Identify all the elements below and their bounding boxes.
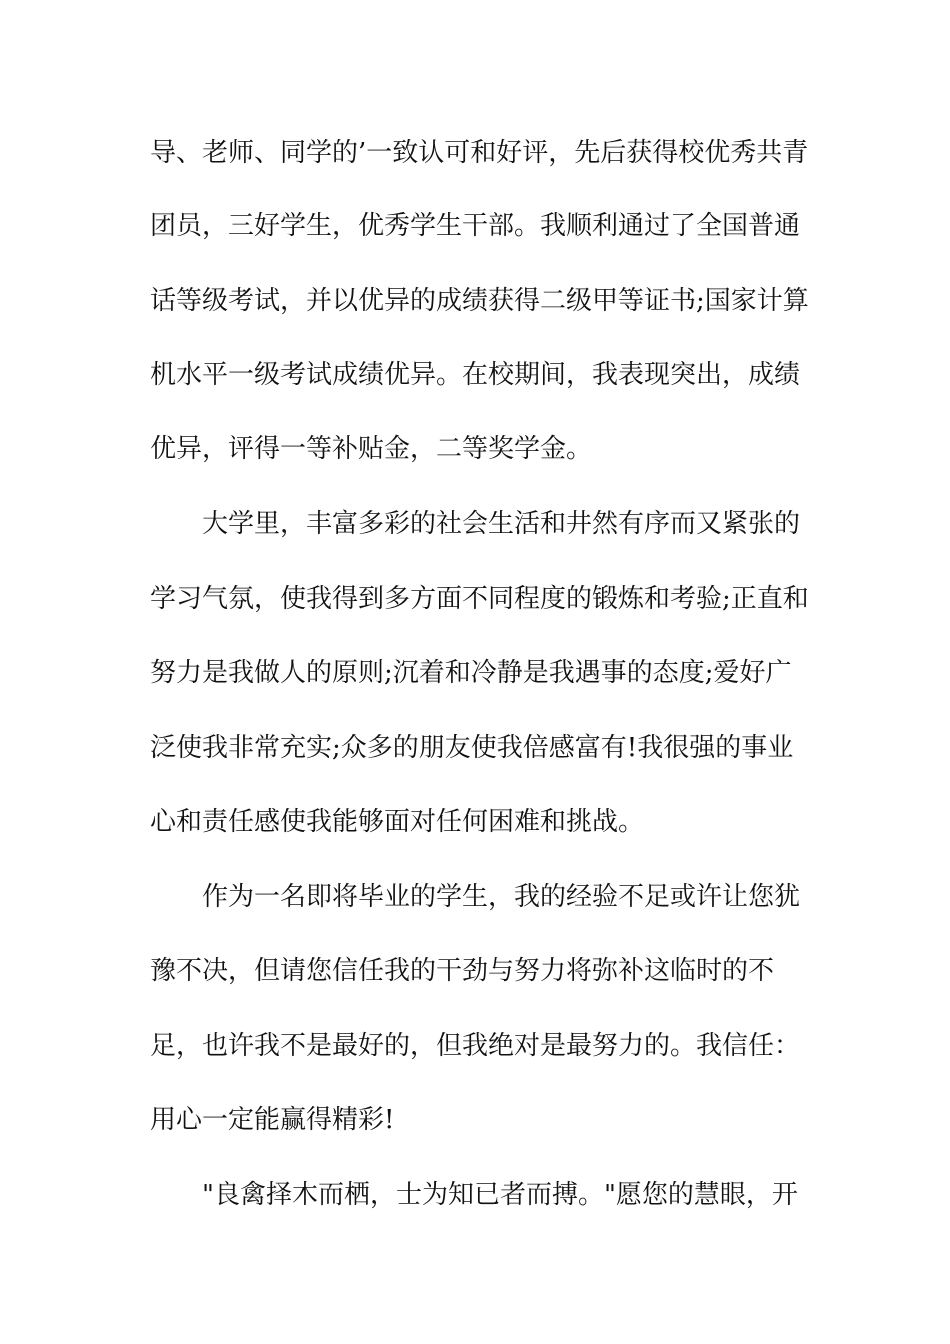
paragraph-line: 话等级考试，并以优异的成绩获得二级甲等证书;国家计算 [150,286,809,316]
paragraph-line: 机水平一级考试成绩优异。在校期间，我表现突出，成绩 [150,360,801,390]
paragraph-first-line: 大学里，丰富多彩的社会生活和井然有序而又紧张的 [202,509,801,539]
paragraph-line: 努力是我做人的原则;沉着和冷静是我遇事的态度;爱好广 [150,658,792,688]
paragraph-line: 导、老师、同学的’一致认可和好评，先后获得校优秀共青 [150,138,809,168]
paragraph-line: 优异，评得一等补贴金，二等奖学金。 [150,434,593,464]
paragraph-line: 团员，三好学生，优秀学生干部。我顺利通过了全国普通 [150,211,801,241]
paragraph-line: 泛使我非常充实;众多的朋友使我倍感富有!我很强的事业 [150,733,794,763]
paragraph-line: 用心一定能赢得精彩! [150,1105,395,1135]
paragraph-line: 学习气氛，使我得到多方面不同程度的锻炼和考验;正直和 [150,584,809,614]
paragraph-first-line: 作为一名即将毕业的学生，我的经验不足或许让您犹 [202,882,801,912]
paragraph-line: 心和责任感使我能够面对任何困难和挑战。 [150,807,645,837]
paragraph-first-line: "良禽择木而栖，士为知已者而搏。"愿您的慧眼，开 [202,1180,798,1210]
paragraph-line: 豫不决，但请您信任我的干劲与努力将弥补这临时的不 [150,956,775,986]
paragraph-line: 足，也许我不是最好的，但我绝对是最努力的。我信任： [150,1031,801,1061]
